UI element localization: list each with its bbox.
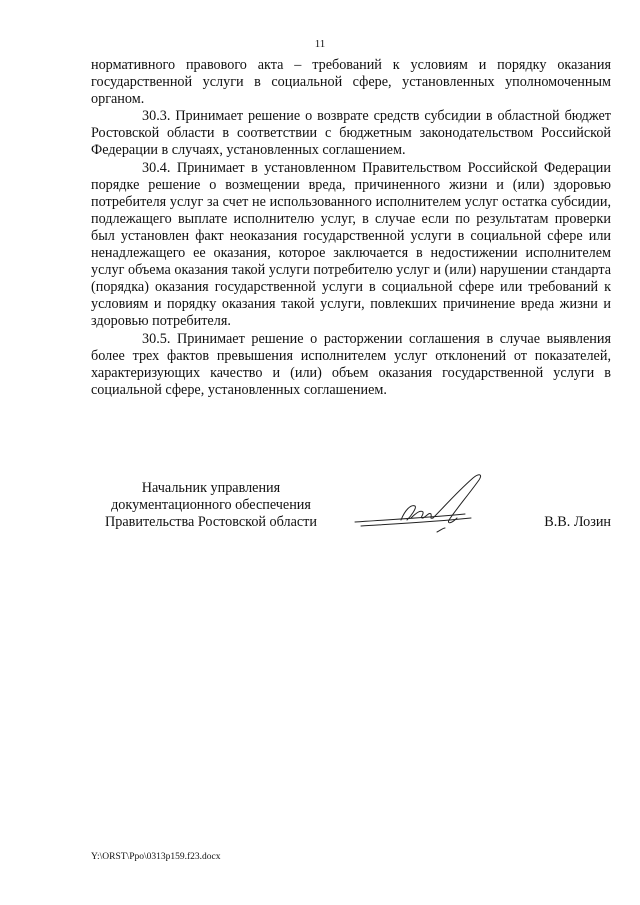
signatory-position-line: Начальник управления (141, 480, 281, 496)
document-body (91, 57, 611, 399)
handwritten-signature (353, 470, 503, 540)
paragraph-30-4: 30.4. Принимает в установленном Правительством Российской Федерации порядке решение о возмещении вреда, причиненного жизни и (или) здоровью потребителя услуг за счет не использованного исполнителем услуг остатка субсидии, подлежащего выплате исполнителю услуг, в случае если по результатам проверки был установлен факт неоказания государственной услуги в социальной сфере или ненадлежащего ее оказания, которое заключается в недостижении исполнителем услуг объема оказания такой услуги потребителю услуг и (или) нарушении стандарта (порядка) оказания государственной услуги в социальной сфере или требований к условиям и порядку оказания такой услуги, повлекших причинение вреда жизни и здоровью потребителя. (91, 159, 611, 330)
signature-block (91, 480, 611, 550)
paragraph-continuation: нормативного правового акта – требований к условиям и порядку оказания государственной услуги в социальной сфере, установленных уполномоченным органом. (91, 57, 611, 108)
signatory-name: В.В. Лозин (544, 514, 611, 530)
file-path-footer: Y:\ORST\Ppo\0313p159.f23.docx (91, 852, 221, 862)
paragraph-30-5: 30.5. Принимает решение о расторжении соглашения в случае выявления более трех фактов превышения исполнителем услуг отклонений от показателей, характеризующих качество и (или) объем оказания государственной услуги в социальной сфере, установленных соглашением. (91, 330, 611, 398)
signatory-position (91, 480, 331, 531)
paragraph-30-3: 30.3. Принимает решение о возврате средств субсидии в областной бюджет Ростовской области в соответствии с бюджетным законодательством Российской Федерации в случаях, установленных соглашением. (91, 108, 611, 159)
signatory-position-line: документационного обеспечения (111, 497, 311, 514)
signatory-position-line: Правительства Ростовской области (105, 514, 317, 531)
page-number: 11 (314, 38, 326, 50)
